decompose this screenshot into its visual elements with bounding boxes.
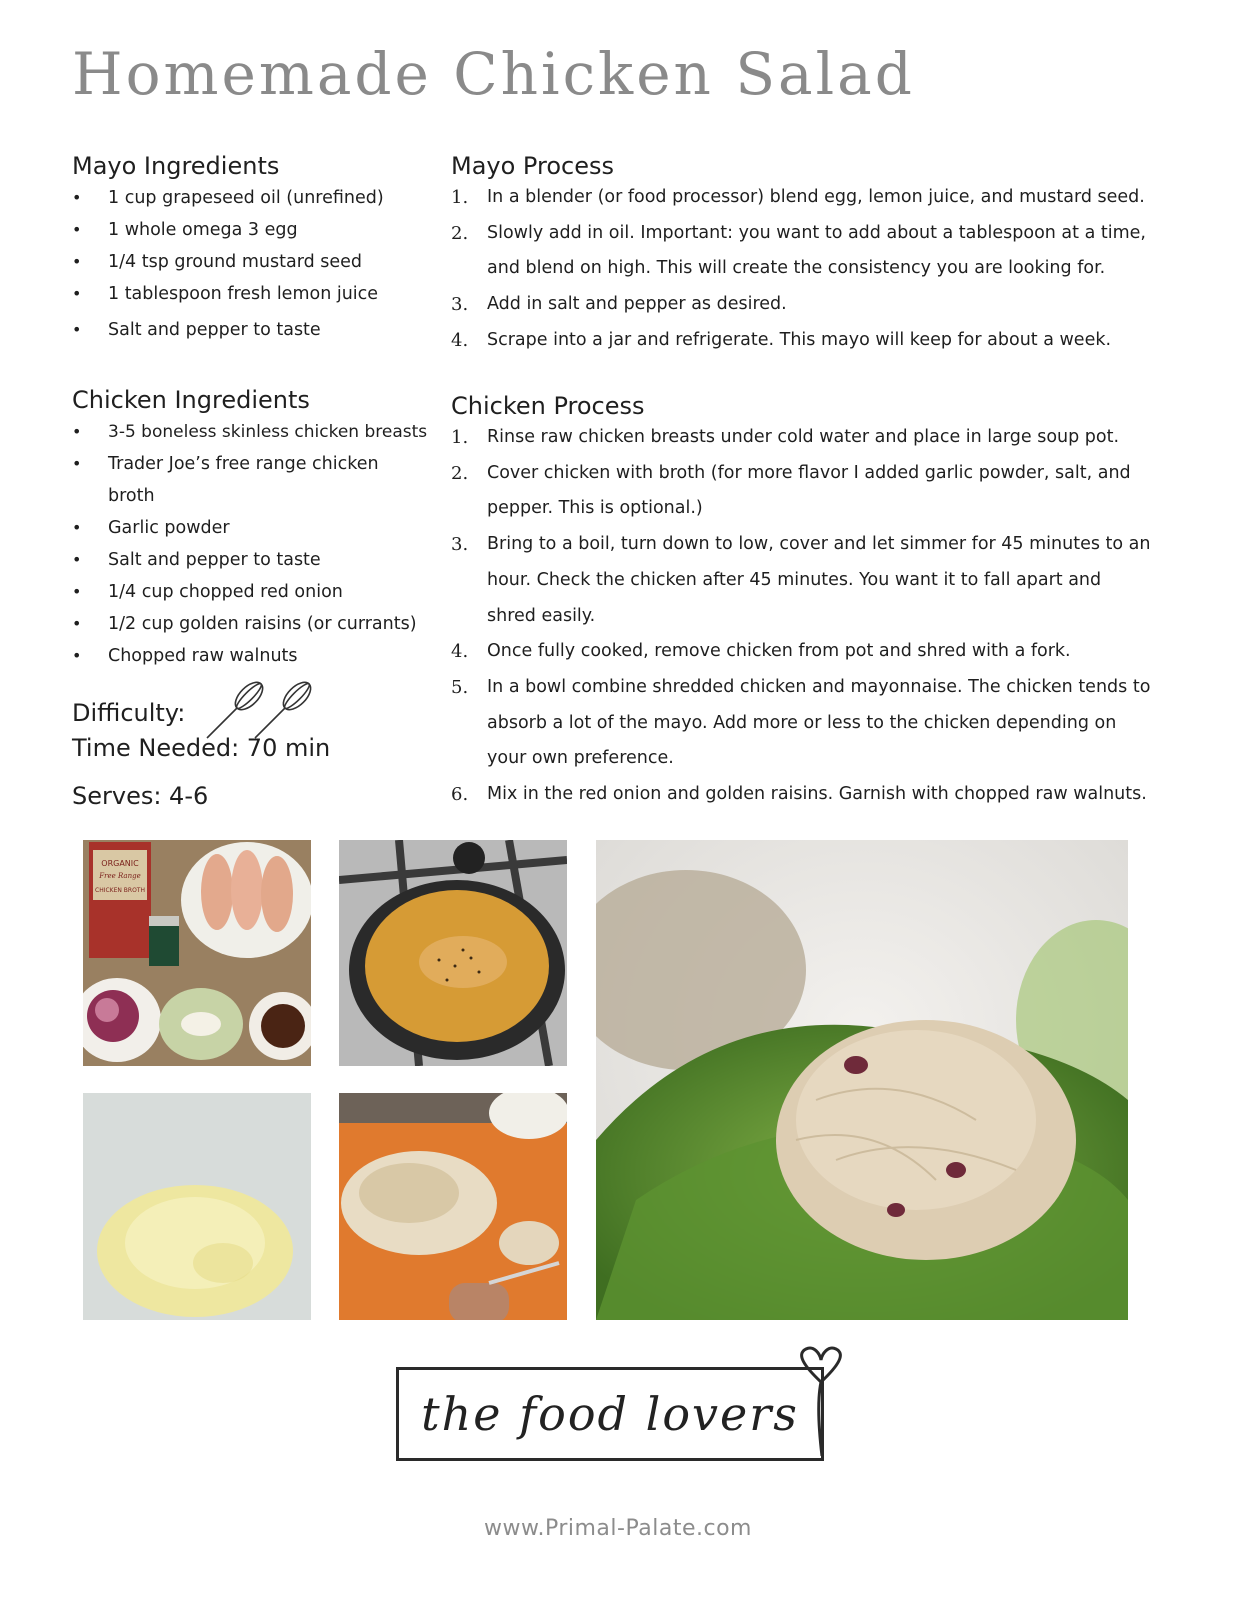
list-item xyxy=(451,456,1151,527)
list-item: • 1 whole omega 3 egg xyxy=(72,214,452,246)
list-item: • 1/4 tsp ground mustard seed xyxy=(72,246,452,278)
ingredients-photo xyxy=(83,840,311,1066)
serves: Serves: 4-6 xyxy=(72,782,209,810)
footer-url[interactable]: www.Primal-Palate.com xyxy=(484,1516,752,1541)
broth-brand: ORGANIC xyxy=(101,859,139,868)
mayo-ingredients-list xyxy=(72,182,452,346)
list-item: • 1/2 cup golden raisins (or currants) xyxy=(72,608,444,640)
mayo-process-section xyxy=(451,152,1191,359)
whisk-icon xyxy=(203,680,313,742)
heart-icon xyxy=(794,1346,848,1456)
step-number: 1. xyxy=(451,187,469,208)
list-item: • 3-5 boneless skinless chicken breasts xyxy=(72,416,444,448)
step-number: 4. xyxy=(451,329,469,351)
step-number: 1. xyxy=(451,427,469,448)
list-item: • Chopped raw walnuts xyxy=(72,640,444,672)
mayo-process-heading: Mayo Process xyxy=(451,152,614,180)
list-item: • Salt and pepper to taste xyxy=(72,314,452,346)
list-item: • 1 cup grapeseed oil (unrefined) xyxy=(72,182,452,214)
step-number: 2. xyxy=(451,462,469,484)
step-text: Bring to a boil, turn down to low, cover and let simmer for 45 minutes to an hour. Check the chicken after 45 minutes. You want it to fall apart and shred easily. xyxy=(487,534,1151,626)
food-lovers-logo xyxy=(396,1367,824,1461)
list-item xyxy=(451,634,1151,670)
chicken-process-heading: Chicken Process xyxy=(451,392,645,420)
difficulty-label: Difficulty: xyxy=(72,699,186,727)
mayo-ingredients-heading: Mayo Ingredients xyxy=(72,152,280,180)
list-item xyxy=(451,323,1171,359)
step-text: Add in salt and pepper as desired. xyxy=(487,294,787,315)
list-item: • 1 tablespoon fresh lemon juice xyxy=(72,278,452,310)
list-item xyxy=(451,287,1171,323)
step-text: Scrape into a jar and refrigerate. This mayo will keep for about a week. xyxy=(487,329,1112,350)
step-number: 6. xyxy=(451,784,469,806)
step-number: 3. xyxy=(451,534,469,556)
step-text: Slowly add in oil. Important: you want to add about a tablespoon at a time, and blend on high. This will create the consistency you are looking for. xyxy=(487,222,1146,279)
mayo-ingredients-section xyxy=(72,152,452,346)
step-text: Once fully cooked, remove chicken from pot and shred with a fork. xyxy=(487,641,1071,662)
list-item: • Salt and pepper to taste xyxy=(72,544,444,576)
time-needed: Time Needed: 70 min xyxy=(72,734,331,762)
list-item xyxy=(451,216,1171,287)
list-item: • 1/4 cup chopped red onion xyxy=(72,576,444,608)
list-item xyxy=(451,420,1151,456)
step-text: In a bowl combine shredded chicken and mayonnaise. The chicken tends to absorb a lot of the mayo. Add more or less to the chicken depending on your own preference. xyxy=(487,676,1151,769)
step-text: In a blender (or food processor) blend egg, lemon juice, and mustard seed. xyxy=(487,187,1145,207)
chicken-ingredients-section xyxy=(72,386,452,672)
recipe-title: Homemade Chicken Salad xyxy=(72,40,915,108)
step-text: Cover chicken with broth (for more flavor I added garlic powder, salt, and pepper. This is optional.) xyxy=(487,462,1131,519)
step-text: Rinse raw chicken breasts under cold water and place in large soup pot. xyxy=(487,427,1120,447)
step-number: 4. xyxy=(451,641,469,663)
logo-text: the food lovers xyxy=(421,1387,799,1441)
chicken-process-steps xyxy=(451,420,1151,813)
shredding-photo xyxy=(339,1093,567,1320)
list-item xyxy=(451,777,1151,813)
mayo-photo xyxy=(83,1093,311,1320)
mayo-process-steps xyxy=(451,180,1171,359)
broth-label: CHICKEN BROTH xyxy=(95,887,145,894)
step-number: 3. xyxy=(451,294,469,316)
step-number: 5. xyxy=(451,676,469,698)
pot-photo xyxy=(339,840,567,1066)
chicken-process-section xyxy=(451,392,1191,813)
list-item xyxy=(451,180,1171,216)
chicken-ingredients-list xyxy=(72,416,444,672)
broth-sub: Free Range xyxy=(99,872,141,880)
chicken-ingredients-heading: Chicken Ingredients xyxy=(72,386,310,414)
step-number: 2. xyxy=(451,222,469,244)
list-item: • Trader Joe’s free range chicken broth xyxy=(72,448,408,512)
list-item: • Garlic powder xyxy=(72,512,444,544)
chicken-salad-photo xyxy=(596,840,1128,1320)
list-item xyxy=(451,527,1151,634)
list-item xyxy=(451,670,1151,777)
step-text: Mix in the red onion and golden raisins. Garnish with chopped raw walnuts. xyxy=(487,784,1147,805)
